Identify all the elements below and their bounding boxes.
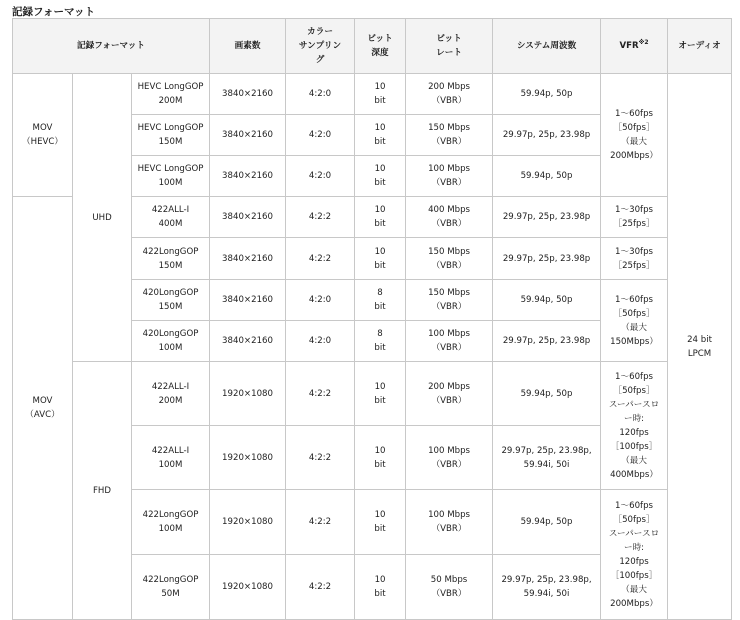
bitrate-cell: 400 Mbps （VBR） <box>406 197 493 238</box>
bitdepth-cell: 8 bit <box>355 280 406 321</box>
sampling-cell: 4:2:0 <box>286 280 355 321</box>
pixels-cell: 3840×2160 <box>210 156 286 197</box>
sampling-cell: 4:2:2 <box>286 197 355 238</box>
sysfreq-cell: 59.94p, 50p <box>493 490 601 555</box>
table-row <box>13 74 732 115</box>
bitrate-cell: 50 Mbps （VBR） <box>406 555 493 620</box>
bitdepth-cell: 10 bit <box>355 555 406 620</box>
sysfreq-cell: 59.94p, 50p <box>493 74 601 115</box>
vfr-cell-uhd-422lgop: 1～30fps ［25fps］ <box>601 238 668 280</box>
vfr-cell-uhd-422alli: 1～30fps ［25fps］ <box>601 197 668 238</box>
header-audio: オーディオ <box>668 19 732 74</box>
codec-cell: HEVC LongGOP 100M <box>132 156 210 197</box>
bitrate-cell: 100 Mbps （VBR） <box>406 156 493 197</box>
sampling-cell: 4:2:2 <box>286 426 355 490</box>
header-vfr-note: ※2 <box>638 39 649 46</box>
bitdepth-cell: 10 bit <box>355 115 406 156</box>
codec-cell: 422LongGOP 150M <box>132 238 210 280</box>
pixels-cell: 3840×2160 <box>210 115 286 156</box>
bitdepth-cell: 10 bit <box>355 490 406 555</box>
table-row <box>13 362 732 426</box>
vfr-cell-fhd-lgop: 1～60fps ［50fps］ スーパースロ ー時: 120fps ［100fps］ （最大 200Mbps） <box>601 490 668 620</box>
header-row <box>13 19 732 74</box>
header-sysfreq: システム周波数 <box>493 19 601 74</box>
codec-cell: 422ALL-I 200M <box>132 362 210 426</box>
sysfreq-cell: 59.94p, 50p <box>493 280 601 321</box>
page-title: 記録フォーマット <box>12 6 96 18</box>
header-bitdepth: ビット 深度 <box>355 19 406 74</box>
codec-cell: HEVC LongGOP 150M <box>132 115 210 156</box>
sysfreq-cell: 29.97p, 25p, 23.98p <box>493 115 601 156</box>
pixels-cell: 1920×1080 <box>210 490 286 555</box>
sampling-cell: 4:2:0 <box>286 115 355 156</box>
bitrate-cell: 150 Mbps （VBR） <box>406 280 493 321</box>
sampling-cell: 4:2:2 <box>286 490 355 555</box>
bitrate-cell: 100 Mbps （VBR） <box>406 321 493 362</box>
codec-cell: 422ALL-I 400M <box>132 197 210 238</box>
header-vfr <box>601 19 668 74</box>
bitrate-cell: 200 Mbps （VBR） <box>406 74 493 115</box>
header-sampling: カラー サンプリン グ <box>286 19 355 74</box>
sysfreq-cell: 59.94p, 50p <box>493 362 601 426</box>
header-vfr-label: VFR <box>619 41 639 51</box>
bitrate-cell: 150 Mbps （VBR） <box>406 238 493 280</box>
pixels-cell: 3840×2160 <box>210 197 286 238</box>
codec-cell: 420LongGOP 100M <box>132 321 210 362</box>
pixels-cell: 3840×2160 <box>210 280 286 321</box>
bitdepth-cell: 10 bit <box>355 156 406 197</box>
sampling-cell: 4:2:0 <box>286 156 355 197</box>
pixels-cell: 1920×1080 <box>210 426 286 490</box>
sampling-cell: 4:2:2 <box>286 238 355 280</box>
sampling-cell: 4:2:2 <box>286 362 355 426</box>
codec-cell: 422LongGOP 50M <box>132 555 210 620</box>
vfr-cell-uhd-420lgop: 1～60fps ［50fps］ （最大 150Mbps） <box>601 280 668 362</box>
bitrate-cell: 100 Mbps （VBR） <box>406 490 493 555</box>
sysfreq-cell: 29.97p, 25p, 23.98p, 59.94i, 50i <box>493 555 601 620</box>
vfr-cell-fhd-alli: 1～60fps ［50fps］ スーパースロ ー時: 120fps ［100fps］ （最大 400Mbps） <box>601 362 668 490</box>
bitdepth-cell: 8 bit <box>355 321 406 362</box>
header-bitrate: ビット レート <box>406 19 493 74</box>
codec-cell: 422LongGOP 100M <box>132 490 210 555</box>
sampling-cell: 4:2:0 <box>286 74 355 115</box>
container-mov-avc: MOV （AVC） <box>13 197 73 620</box>
bitrate-cell: 100 Mbps （VBR） <box>406 426 493 490</box>
sysfreq-cell: 29.97p, 25p, 23.98p, 59.94i, 50i <box>493 426 601 490</box>
bitdepth-cell: 10 bit <box>355 238 406 280</box>
recording-format-table <box>12 18 732 620</box>
sampling-cell: 4:2:2 <box>286 555 355 620</box>
sysfreq-cell: 29.97p, 25p, 23.98p <box>493 197 601 238</box>
header-pixels: 画素数 <box>210 19 286 74</box>
codec-cell: 422ALL-I 100M <box>132 426 210 490</box>
vfr-cell-hevc: 1～60fps ［50fps］ （最大 200Mbps） <box>601 74 668 197</box>
sampling-cell: 4:2:0 <box>286 321 355 362</box>
sysfreq-cell: 59.94p, 50p <box>493 156 601 197</box>
bitrate-cell: 200 Mbps （VBR） <box>406 362 493 426</box>
codec-cell: 420LongGOP 150M <box>132 280 210 321</box>
bitdepth-cell: 10 bit <box>355 197 406 238</box>
resolution-uhd: UHD <box>73 74 132 362</box>
pixels-cell: 3840×2160 <box>210 238 286 280</box>
codec-cell: HEVC LongGOP 200M <box>132 74 210 115</box>
bitdepth-cell: 10 bit <box>355 362 406 426</box>
pixels-cell: 1920×1080 <box>210 362 286 426</box>
pixels-cell: 3840×2160 <box>210 321 286 362</box>
sysfreq-cell: 29.97p, 25p, 23.98p <box>493 321 601 362</box>
pixels-cell: 3840×2160 <box>210 74 286 115</box>
resolution-fhd: FHD <box>73 362 132 620</box>
sysfreq-cell: 29.97p, 25p, 23.98p <box>493 238 601 280</box>
header-format: 記録フォーマット <box>13 19 210 74</box>
bitdepth-cell: 10 bit <box>355 74 406 115</box>
container-mov-hevc: MOV （HEVC） <box>13 74 73 197</box>
pixels-cell: 1920×1080 <box>210 555 286 620</box>
bitrate-cell: 150 Mbps （VBR） <box>406 115 493 156</box>
bitdepth-cell: 10 bit <box>355 426 406 490</box>
audio-cell: 24 bit LPCM <box>668 74 732 620</box>
